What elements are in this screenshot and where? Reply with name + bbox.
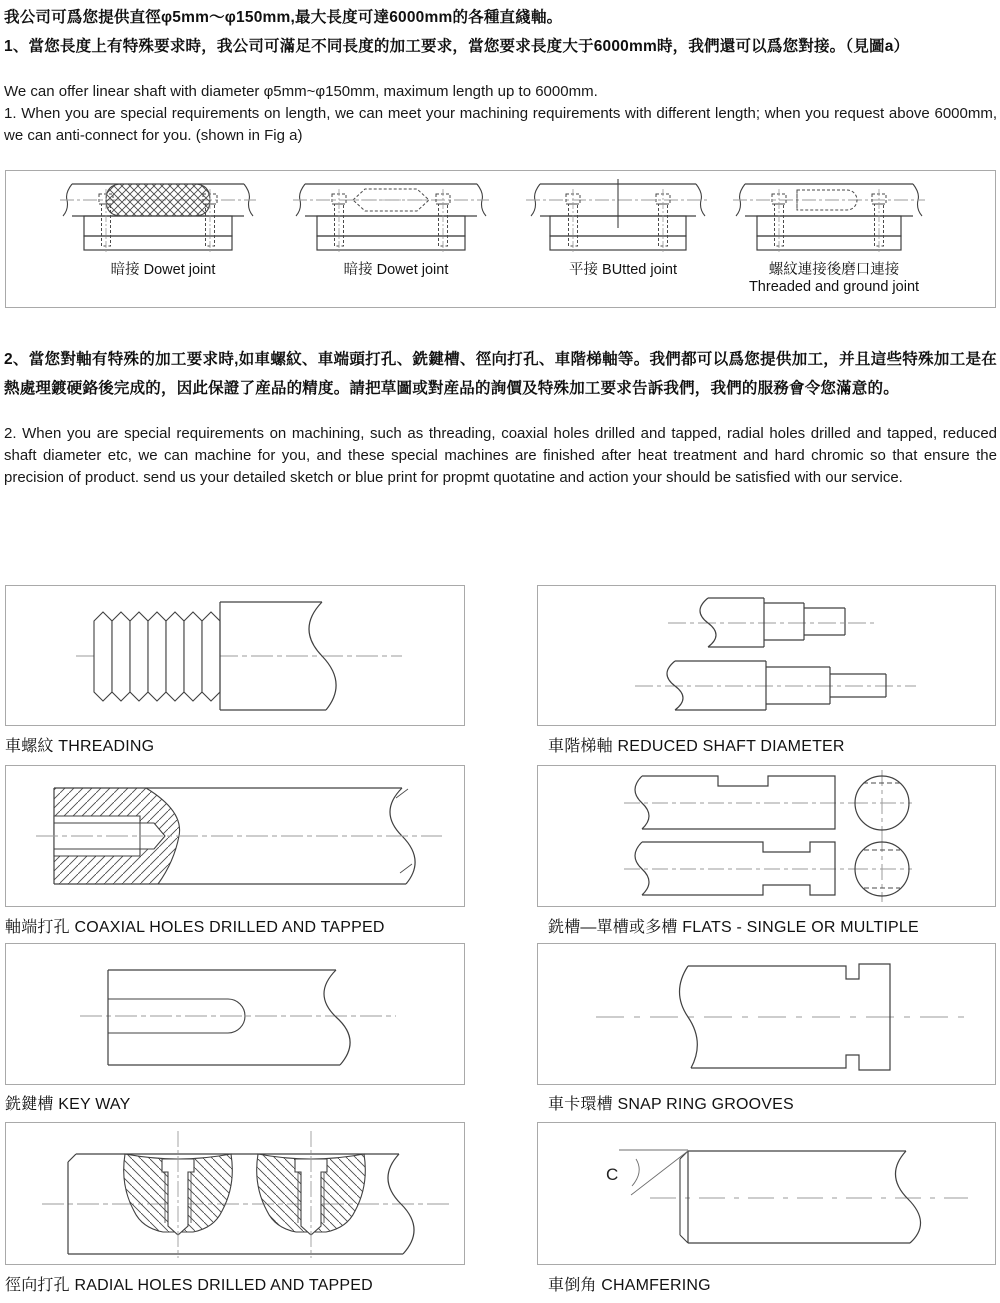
intro-cn-line1: 我公司可爲您提供直徑φ5mm～φ150mm,最大長度可達6000mm的各種直綫軸。	[4, 9, 563, 26]
reduced-shaft-panel	[537, 585, 996, 726]
radial-holes-panel	[5, 1122, 465, 1265]
radial-holes-label: 徑向打孔 RADIAL HOLES DRILLED AND TAPPED	[5, 1277, 373, 1294]
coaxial-holes-label: 軸端打孔 COAXIAL HOLES DRILLED AND TAPPED	[5, 919, 385, 936]
threaded-joint-drawing	[729, 178, 929, 258]
joint-butted	[518, 178, 728, 279]
dowel-joint-drawing-1	[58, 178, 258, 258]
chamfer-dimension-mark: C	[606, 1165, 619, 1184]
snap-ring-label: 車卡環槽 SNAP RING GROOVES	[548, 1096, 794, 1113]
joint-dowel-1	[58, 178, 268, 279]
intro-en-line1: We can offer linear shaft with diameter φ5mm~φ150mm, maximum length up to 6000mm.	[4, 83, 598, 100]
threading-label: 車螺紋 THREADING	[5, 738, 155, 755]
threading-panel	[5, 585, 465, 726]
reduced-shaft-drawing	[538, 586, 995, 725]
radial-holes-drawing	[6, 1123, 464, 1264]
flats-panel	[537, 765, 996, 907]
snap-ring-drawing	[538, 944, 995, 1084]
chamfering-drawing	[538, 1123, 995, 1264]
keyway-label: 銑鍵槽 KEY WAY	[5, 1096, 131, 1113]
keyway-panel	[5, 943, 465, 1085]
section2-en: 2. When you are special requirements on machining, such as threading, coaxial holes drilled and tapped, radial holes drilled and tapped, reduced shaft diameter etc, we can machine for you, and these special machines are finished after heat treatment and hard chromic so that ensure the precision of product. send us your detailed sketch or blue print for propmt quotatine and action your should be satisfied with our service.	[4, 425, 997, 486]
intro-en-line2: 1. When you are special requirements on length, we can meet your machining requirements with different length; when you request above 6000mm, we can anti-connect for you. (shown in Fig a)	[4, 105, 997, 144]
snap-ring-panel	[537, 943, 996, 1085]
keyway-drawing	[6, 944, 464, 1084]
reduced-shaft-label: 車階梯軸 REDUCED SHAFT DIAMETER	[548, 738, 845, 755]
flats-label: 銑槽—單槽或多槽 FLATS - SINGLE OR MULTIPLE	[548, 919, 919, 936]
figure-a-box	[5, 170, 996, 308]
joint-threaded	[729, 178, 939, 296]
joint-label: 平接 BUtted joint	[569, 262, 677, 278]
flats-drawing	[538, 766, 995, 906]
butted-joint-drawing	[518, 178, 718, 258]
coaxial-holes-panel	[5, 765, 465, 907]
chamfering-label: 車倒角 CHAMFERING	[548, 1277, 711, 1294]
joint-label: 暗接 Dowet joint	[343, 262, 449, 278]
joint-label-en: Threaded and ground joint	[748, 279, 920, 295]
intro-cn-line2: 1、當您長度上有特殊要求時，我公司可滿足不同長度的加工要求，當您要求長度大于6000mm時，我們還可以爲您對接。（見圖a）	[4, 38, 910, 55]
joint-dowel-2	[291, 178, 501, 279]
joint-label: 螺紋連接後磨口連接	[768, 262, 900, 278]
joint-label: 暗接 Dowet joint	[110, 262, 216, 278]
chamfering-panel	[537, 1122, 996, 1265]
coaxial-holes-drawing	[6, 766, 464, 906]
dowel-joint-drawing-2	[291, 178, 491, 258]
section2-cn: 2、當您對軸有特殊的加工要求時,如車螺紋、車端頭打孔、銑鍵槽、徑向打孔、車階梯軸等。我們都可以爲您提供加工，并且這些特殊加工是在熱處理鍍硬鉻後完成的，因此保證了産品的精度。請把草圖或對産品的詢價及特殊加工要求告訴我們，我們的服務會令您滿意的。	[4, 351, 997, 397]
threading-drawing	[6, 586, 464, 725]
